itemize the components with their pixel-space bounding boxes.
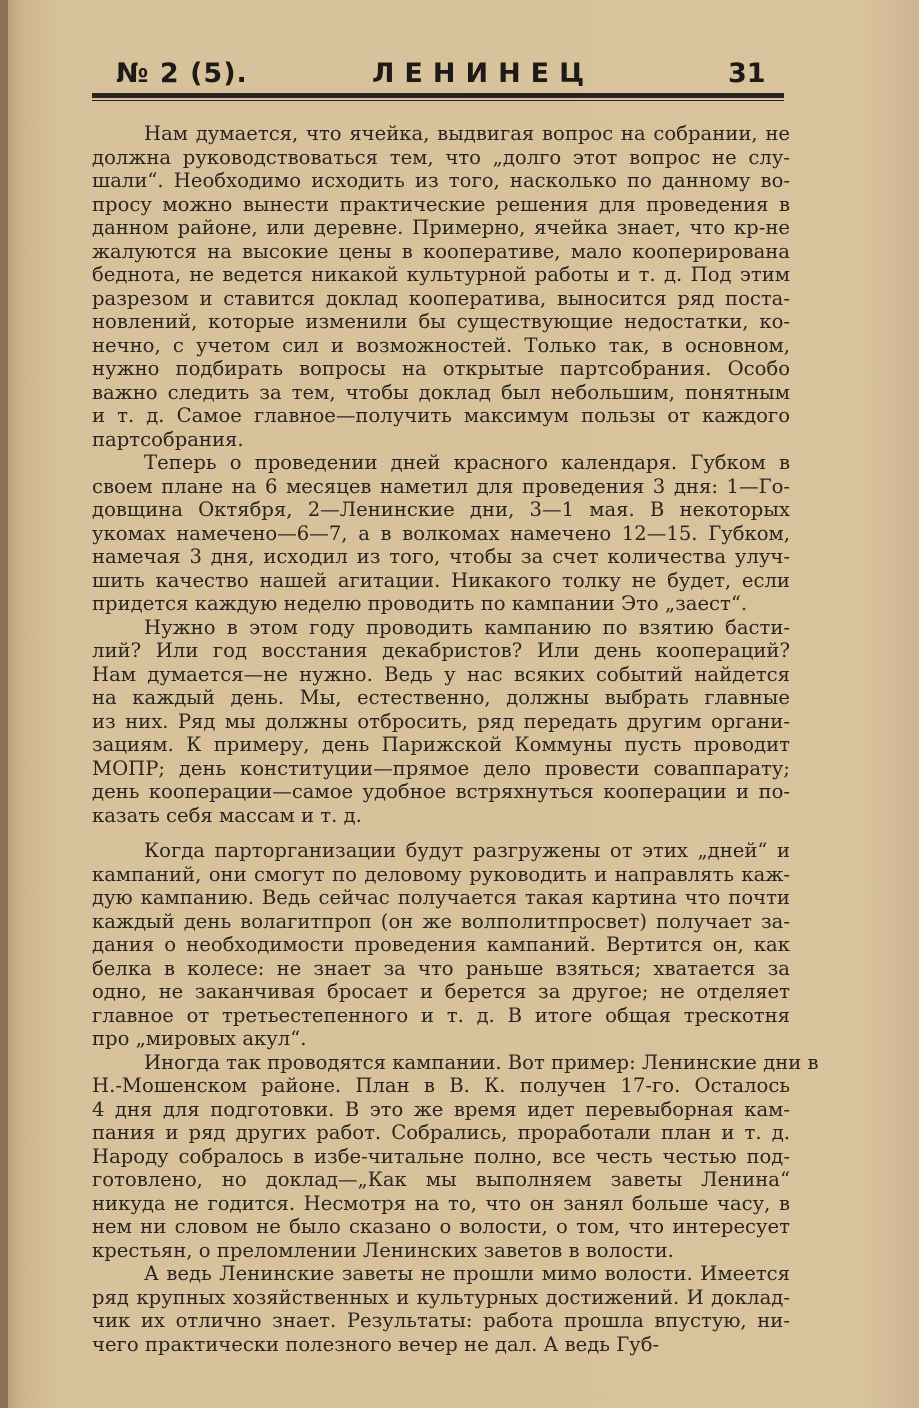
issue-number: № 2 (5). — [116, 58, 248, 89]
text-line: главное от третьестепенного и т. д. В итоге общая трескотня — [92, 1003, 790, 1027]
text-line: про „мировых акул“. — [92, 1027, 307, 1050]
text-line: шали“. Необходимо исходить из того, насколько по данному во- — [92, 169, 790, 192]
text-line: довщина Октября, 2—Ленинские дни, 3—1 мая. В некоторых — [92, 498, 790, 521]
header-rule-thin — [92, 100, 784, 101]
paragraph-gap — [92, 827, 790, 839]
text-line: укомах намечено—6—7, а в волкомах намечено 12—15. Губком, — [92, 521, 790, 545]
paragraph — [92, 616, 790, 828]
text-line: партсобрания. — [92, 427, 244, 451]
text-line: намечая 3 дня, исходил из того, чтобы за счет количества улуч- — [92, 545, 790, 568]
text-line: и т. д. Самое главное—получить максимум пользы от каждого — [92, 404, 790, 427]
text-line: 4 дня для подготовки. В это же время идет перевыборная кам- — [92, 1097, 790, 1121]
text-line: данном районе, или деревне. Примерно, ячейка знает, что кр-не — [92, 216, 790, 239]
journal-title: ЛЕНИНЕЦ — [372, 58, 595, 89]
paragraph — [92, 122, 790, 451]
text-line: каждый день волагитпроп (он же волполитпросвет) получает за- — [92, 909, 790, 933]
article-body — [92, 122, 819, 1356]
text-line: должна руководствоваться тем, что „долго этот вопрос не слу- — [92, 145, 790, 169]
text-line: просу можно вынести практические решения для проведения в — [92, 192, 790, 216]
text-line: казать себя массам и т. д. — [92, 803, 362, 827]
text-line: А ведь Ленинские заветы не прошли мимо волости. Имеется — [144, 1262, 790, 1285]
text-line: Теперь о проведении дней красного календаря. Губком в — [144, 451, 790, 474]
text-line: разрезом и ставится доклад кооператива, выносится ряд поста- — [92, 286, 790, 310]
text-line: из них. Ряд мы должны отбросить, ряд передать другим органи- — [92, 709, 790, 733]
text-line: шить качество нашей агитации. Никакого толку не будет, если — [92, 568, 790, 592]
running-header — [92, 52, 784, 92]
header-rule — [92, 93, 784, 98]
paragraph — [92, 839, 790, 1051]
text-line: зациям. К примеру, день Парижской Коммуны пусть проводит — [92, 733, 790, 756]
text-line: Н.-Мошенском районе. План в В. К. получен 17-го. Осталось — [92, 1074, 790, 1097]
text-line: никуда не годится. Несмотря на то, что он занял больше часу, в — [92, 1191, 790, 1215]
paragraph — [92, 1262, 790, 1356]
text-line: нужно подбирать вопросы на открытые партсобрания. Особо — [92, 357, 790, 380]
paragraph — [92, 1050, 819, 1263]
text-line: Нужно в этом году проводить кампанию по взятию басти- — [144, 615, 790, 639]
text-line: готовлено, но доклад—„Как мы выполняем заветы Ленина“ — [92, 1168, 790, 1191]
text-line: Нам думается—не нужно. Ведь у нас всяких событий найдется — [92, 662, 790, 686]
paragraph — [92, 451, 790, 616]
text-line: белка в колесе: не знает за что раньше взяться; хватается за — [92, 956, 790, 980]
text-line: чего практически полезного вечер не дал. А ведь Губ- — [92, 1332, 660, 1356]
text-line: лий? Или год восстания декабристов? Или день коопераций? — [92, 639, 790, 662]
text-line: нечно, с учетом сил и возможностей. Только так, в основном, — [92, 333, 790, 357]
text-line: чик их отлично знает. Результаты: работа прошла впустую, ни- — [92, 1309, 790, 1332]
text-line: день кооперации—самое удобное встряхнуться кооперации и по- — [92, 780, 790, 803]
text-line: МОПР; день конституции—прямое дело провести соваппарату; — [92, 756, 790, 780]
text-line: дания о необходимости проведения кампаний. Вертится он, как — [92, 933, 790, 956]
text-line: одно, не заканчивая бросает и берется за другое; не отделяет — [92, 980, 790, 1003]
text-line: на каждый день. Мы, естественно, должны выбрать главные — [92, 686, 790, 709]
page-spine-shadow — [0, 0, 8, 1408]
text-line: важно следить за тем, чтобы доклад был небольшим, понятным — [92, 380, 790, 404]
text-line: кампаний, они смогут по деловому руководить и направлять каж- — [92, 862, 790, 886]
text-line: нем ни словом не было сказано о волости, о том, что интересует — [92, 1215, 790, 1238]
text-line: жалуются на высокие цены в кооперативе, мало кооперирована — [92, 239, 790, 263]
page-number: 31 — [728, 58, 766, 89]
text-line: ряд крупных хозяйственных и культурных достижений. И доклад- — [92, 1285, 790, 1309]
text-line: дую кампанию. Ведь сейчас получается такая картина что почти — [92, 886, 790, 909]
text-line: придется каждую неделю проводить по кампании Это „заест“. — [92, 592, 748, 615]
text-line: пания и ряд других работ. Собрались, проработали план и т. д. — [92, 1121, 790, 1144]
text-line: беднота, не ведется никакой культурной работы и т. д. Под этим — [92, 263, 790, 286]
text-line: крестьян, о преломлении Ленинских заветов в волости. — [92, 1238, 674, 1262]
text-line: Иногда так проводятся кампании. Вот пример: Ленинские дни в — [144, 1050, 819, 1074]
text-line: Нам думается, что ячейка, выдвигая вопрос на собрании, не — [144, 122, 790, 145]
text-line: Народу собралось в избе-читальне полно, все честь честью под- — [92, 1144, 790, 1168]
text-line: новлений, которые изменили бы существующие недостатки, ко- — [92, 310, 790, 333]
text-line: своем плане на 6 месяцев наметил для проведения 3 дня: 1—Го- — [92, 474, 790, 498]
text-line: Когда парторганизации будут разгружены от этих „дней“ и — [144, 839, 790, 862]
